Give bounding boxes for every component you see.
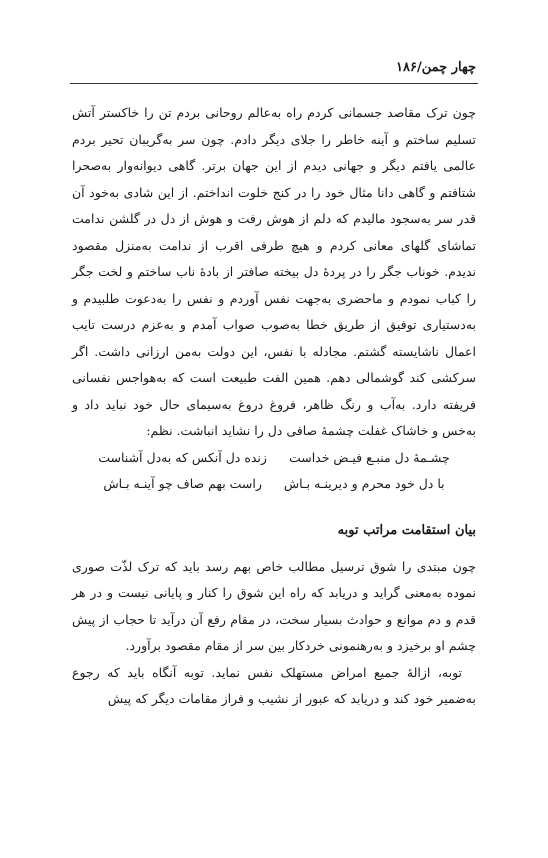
section-paragraph: چون مبتدی را شوق ترسیل مطالب خاص بهم رسد باید که ترک لذّت صوری نموده به‌معنی گراید و دریابد که راه این شوق را کنار و پایانی نیست و در هر قدم و دم موانع و حوادث بسیار سخت، در مقام رفع آن درآید تا حجاب از پیش چشم او برخیزد و به‌رهنمونی خردکار بین سر از مقام مقصود برآورد. [72,558,476,653]
section-title: بیان استقامت مراتب توبه [337,522,476,538]
running-head: چهار چمن/۱۸۶ [396,60,476,75]
poem-hemistich: چشـمهٔ دل منبـع فیـض خداست [288,449,450,465]
poem-verse [72,471,476,498]
poem-verse [72,445,476,472]
poem-hemistich: زنده دل آنکس که به‌دل آشناست [98,449,267,465]
header-rule [70,83,478,84]
poem [72,445,476,498]
poem-hemistich: راست بهم صاف چو آینـه بـاش [103,476,262,491]
poem-hemistich: با دل خود محرم و دیرینـه بـاش [283,476,445,491]
section-paragraph: توبه، ازالهٔ جمیع امراض مستهلک نفس نماید. توبه آنگاه باید که رجوع به‌ضمیر خود کند و دریابد که عبور از نشیب و فراز مقامات دیگر که پیش [72,664,476,706]
paragraph-top: چون ترک مقاصد جسمانی کردم راه به‌عالم روحانی بردم تن را خاکستر آتش تسلیم ساختم و آینه خاطر را جلای دیگر دادم. چون سر به‌گریبان تحیر بردم عالمی یافتم دیگر و جهانی دیدم از این جهان برتر. گاهی دیوانه‌وار به‌صحرا شتافتم و گاهی دانا مثال خود را در کنج خلوت انداختم. از این شادی به‌خود آن قدر سر به‌سجود مالیدم که دلم از هوش رفت و هوش از دل در گلشن ندامت تماشای گلهای معانی کردم و هیچ طرفی اقرب از ندامت به‌منزل مقصود ندیدم. خوناب جگر را در پردهٔ دل بیخته صافتر از بادهٔ ناب ساختم و لخت جگر را کباب نمودم و ماحضری به‌جهت نفس آوردم و نفس را به‌دعوت طلبیدم و به‌دستیاری توفیق از طریق خطا به‌صوب صواب آمدم و به‌عزم درست تایب اعمال ناشایسته گشتم. مجادله با نفس، این دولت به‌من ارزانی داشت. اگر سرکشی کند گوشمالی دهم. همین الفت طبیعت است که به‌هواجس نفسانی فریفته دارد. به‌آب و رنگ ظاهر، فروغ دروغ به‌سیمای حال خود نباید داد و به‌خس و خاشاک غفلت چشمهٔ صافی دل را نشاید انباشت. نظم: [72,105,476,438]
page-body [72,100,476,713]
